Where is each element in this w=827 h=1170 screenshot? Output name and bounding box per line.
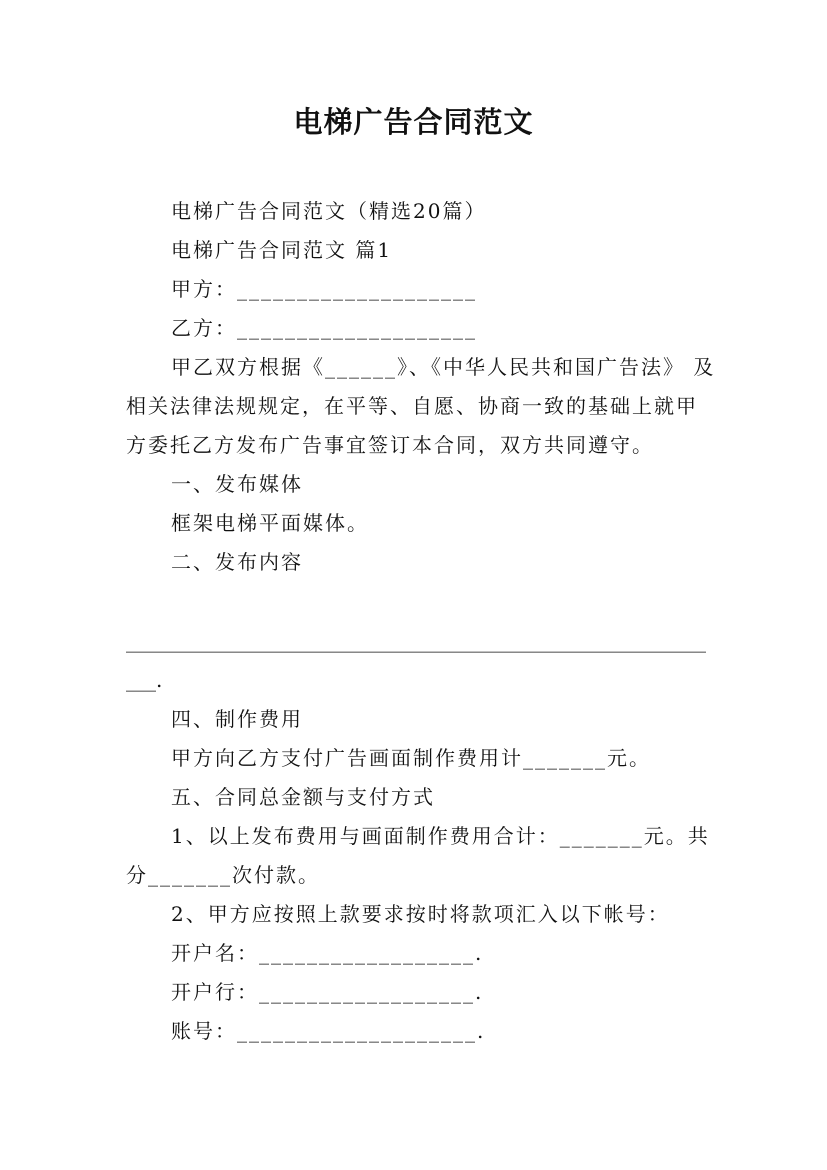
paragraph-line: 甲方向乙方支付广告画面制作费用计_______元。 (171, 746, 651, 770)
subtitle-line: 电梯广告合同范文（精选20篇） (171, 199, 487, 223)
account-name-line: 开户名：__________________. (171, 941, 484, 965)
paragraph-line: 1、以上发布费用与画面制作费用合计：_______元。共 (171, 824, 710, 848)
paragraph-line: 方委托乙方发布广告事宜签订本合同，双方共同遵守。 (126, 433, 654, 457)
party-b-line: 乙方：____________________ (171, 316, 477, 340)
document-title: 电梯广告合同范文 (293, 105, 534, 139)
clause-heading-line: 二、发布内容 (171, 550, 303, 574)
paragraph-line: 相关法律法规规定，在平等、自愿、协商一致的基础上就甲 (126, 394, 698, 418)
paragraph-line: 框架电梯平面媒体。 (171, 511, 369, 535)
clause-heading-line: 一、发布媒体 (171, 472, 303, 496)
paragraph-line: 2、甲方应按照上款要求按时将款项汇入以下帐号： (171, 902, 670, 926)
bank-name-line: 开户行：__________________. (171, 980, 484, 1004)
paragraph-line: 分_______次付款。 (126, 863, 320, 887)
party-a-line: 甲方：____________________ (171, 277, 477, 301)
blank-fill-line: ___. (126, 668, 163, 692)
clause-heading-line: 四、制作费用 (171, 707, 303, 731)
clause-heading-line: 五、合同总金额与支付方式 (171, 785, 435, 809)
section-heading-line: 电梯广告合同范文 篇1 (171, 238, 393, 262)
paragraph-line: 甲乙双方根据《______》、《中华人民共和国广告法》 及 (171, 355, 716, 379)
blank-fill-line: __________________________________________________________ (126, 629, 706, 653)
account-number-line: 账号：____________________. (171, 1019, 486, 1043)
